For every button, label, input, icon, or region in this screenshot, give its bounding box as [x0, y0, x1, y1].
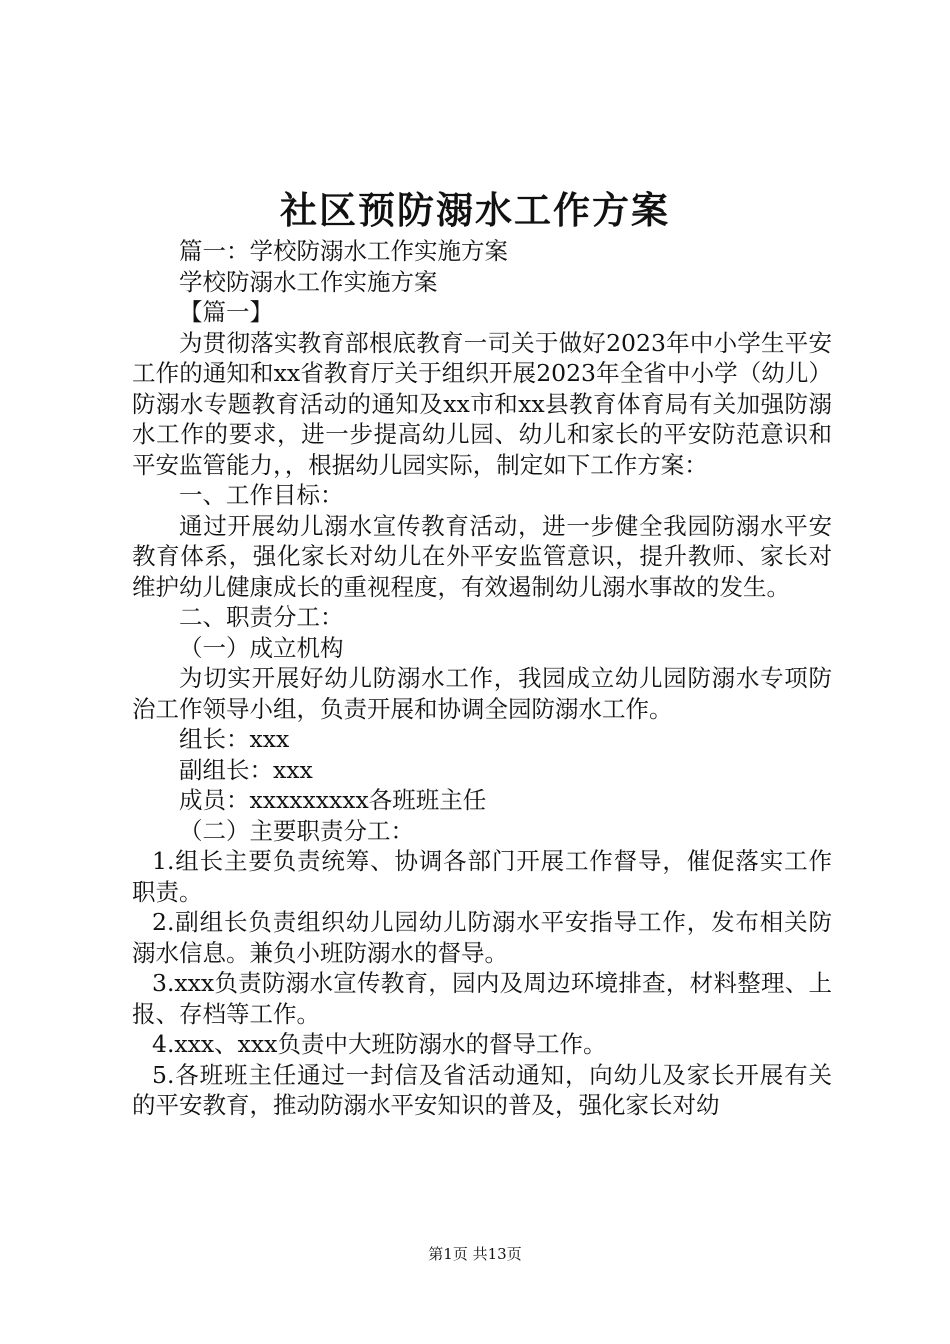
- document-body: [132, 236, 832, 1121]
- paragraph: 为贯彻落实教育部根底教育一司关于做好2023年中小学生平安工作的通知和xx省教育厅关于组织开展2023年全省中小学（幼儿）防溺水专题教育活动的通知及xx市和xx县教育体育局有关加强防溺水工作的要求，进一步提高幼儿园、幼儿和家长的平安防范意识和平安监管能力，，根据幼儿园实际，制定如下工作方案：: [132, 328, 832, 479]
- paragraph: 为切实开展好幼儿防溺水工作，我园成立幼儿园防溺水专项防治工作领导小组，负责开展和协调全园防溺水工作。: [132, 664, 832, 723]
- list-item: 1.组长主要负责统筹、协调各部门开展工作督导，催促落实工作职责。: [132, 847, 832, 906]
- section-heading: 二、职责分工：: [179, 603, 344, 631]
- list-item: 5.各班班主任通过一封信及省活动通知，向幼儿及家长开展有关的平安教育，推动防溺水平安知识的普及，强化家长对幼: [132, 1060, 832, 1119]
- list-item: 2.副组长负责组织幼儿园幼儿防溺水平安指导工作，发布相关防溺水信息。兼负小班防溺水的督导。: [132, 908, 832, 967]
- subsection-heading: （二）主要职责分工：: [179, 816, 414, 845]
- list-item: 4.xxx、xxx负责中大班防溺水的督导工作。: [152, 1030, 607, 1058]
- section-heading: 一、工作目标：: [179, 481, 344, 509]
- document-title: 社区预防溺水工作方案: [280, 188, 670, 232]
- page-footer: 第1页 共13页: [428, 1245, 522, 1263]
- list-item: 3.xxx负责防溺水宣传教育，园内及周边环境排查，材料整理、上报、存档等工作。: [132, 969, 832, 1028]
- paragraph: 学校防溺水工作实施方案: [179, 267, 438, 296]
- paragraph: 【篇一】: [179, 298, 273, 326]
- paragraph: 篇一：学校防溺水工作实施方案: [179, 237, 508, 265]
- subsection-heading: （一）成立机构: [179, 633, 344, 662]
- paragraph: 副组长：xxx: [179, 755, 313, 784]
- paragraph: 通过开展幼儿溺水宣传教育活动，进一步健全我园防溺水平安教育体系，强化家长对幼儿在外平安监管意识，提升教师、家长对维护幼儿健康成长的重视程度，有效遏制幼儿溺水事故的发生。: [132, 511, 832, 601]
- paragraph: 组长：xxx: [179, 725, 290, 753]
- paragraph: 成员：xxxxxxxxx各班班主任: [179, 786, 487, 814]
